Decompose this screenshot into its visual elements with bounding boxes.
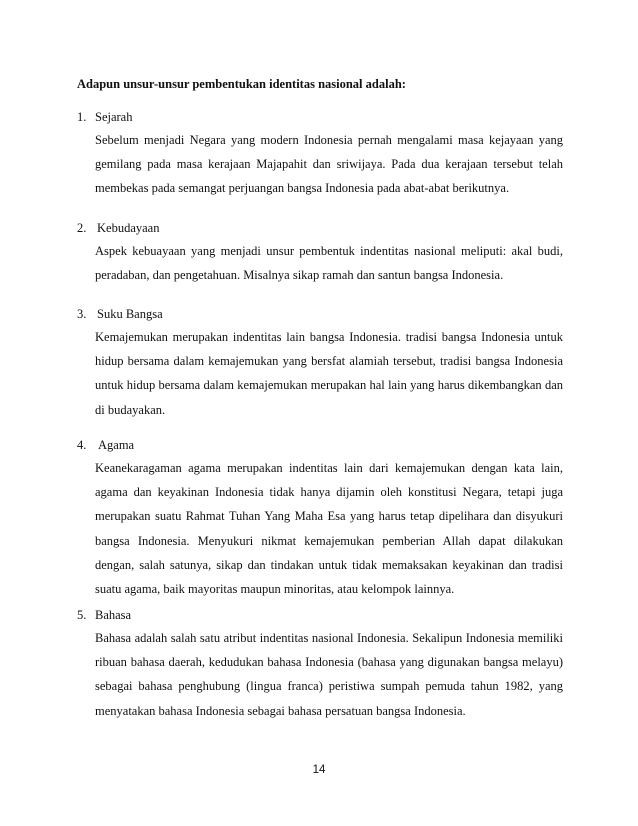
- list-item-number: 4.: [77, 438, 87, 452]
- list-item-heading: Bahasa: [95, 608, 132, 622]
- list-item-body: Keanekaragaman agama merupakan indentitas lain dari kemajemukan dengan kata lain, agama dan keyakinan Indonesia tidak hanya dijamin oleh konstitusi Negara, tetapi juga merupakan suatu Rahmat Tuhan Yang Maha Esa yang harus tetap dipelihara dan disyukuri bangsa Indonesia. Menyukuri nikmat kemajemukan pemberian Allah dapat dilakukan dengan, salah satunya, sikap dan tindakan untuk tidak memaksakan keyakinan dan tradisi suatu agama, baik mayoritas maupun minoritas, atau kelompok lainnya.: [95, 461, 563, 597]
- list-item-title: [77, 607, 563, 623]
- list-item-number: 1.: [77, 110, 87, 124]
- list-item-heading: Sejarah: [95, 110, 133, 124]
- list-item-heading: Kebudayaan: [97, 221, 160, 235]
- list-item-number: 2.: [77, 221, 87, 235]
- list-item-number: 5.: [77, 608, 87, 622]
- list-item-number: 3.: [77, 307, 87, 321]
- page-number: 14: [312, 764, 326, 776]
- list-item-body: Sebelum menjadi Negara yang modern Indonesia pernah mengalami masa kejayaan yang gemilang pada masa kerajaan Majapahit dan sriwijaya. Pada dua kerajaan tersebut telah membekas pada semangat perjuangan bangsa Indonesia pada abat-abat berikutnya.: [95, 133, 563, 196]
- list-item-suku-bangsa: [77, 306, 563, 422]
- list-item-sejarah: [77, 109, 563, 201]
- list-item-title: [77, 109, 563, 125]
- list-item-title: [77, 220, 563, 236]
- section-heading: Adapun unsur-unsur pembentukan identitas nasional adalah:: [77, 77, 406, 91]
- list-item-title: [77, 437, 563, 453]
- list-item-title: [77, 306, 563, 322]
- list-item-heading: Suku Bangsa: [97, 307, 163, 321]
- list-item-body: Aspek kebuayaan yang menjadi unsur pembentuk indentitas nasional meliputi: akal budi, peradaban, dan pengetahuan. Misalnya sikap ramah dan santun bangsa Indonesia.: [95, 244, 563, 283]
- list-item-kebudayaan: [77, 220, 563, 287]
- list-item-heading: Agama: [98, 438, 135, 452]
- list-item-agama: [77, 437, 563, 601]
- list-item-bahasa: [77, 607, 563, 723]
- list-item-body: Kemajemukan merupakan indentitas lain bangsa Indonesia. tradisi bangsa Indonesia untuk hidup bersama dalam kemajemukan yang bersfat alamiah tersebut, tradisi bangsa Indonesia untuk hidup bersama dalam kemajemukan merupakan hal lain yang harus dikembangkan dan di budayakan.: [95, 330, 563, 417]
- list-item-body: Bahasa adalah salah satu atribut indentitas nasional Indonesia. Sekalipun Indonesia memiliki ribuan bahasa daerah, kedudukan bahasa Indonesia (bahasa yang digunakan bangsa melayu) sebagai bahasa penghubung (lingua franca) peristiwa sumpah pemuda tahun 1982, yang menyatakan bahasa Indonesia sebagai bahasa persatuan bangsa Indonesia.: [95, 631, 563, 718]
